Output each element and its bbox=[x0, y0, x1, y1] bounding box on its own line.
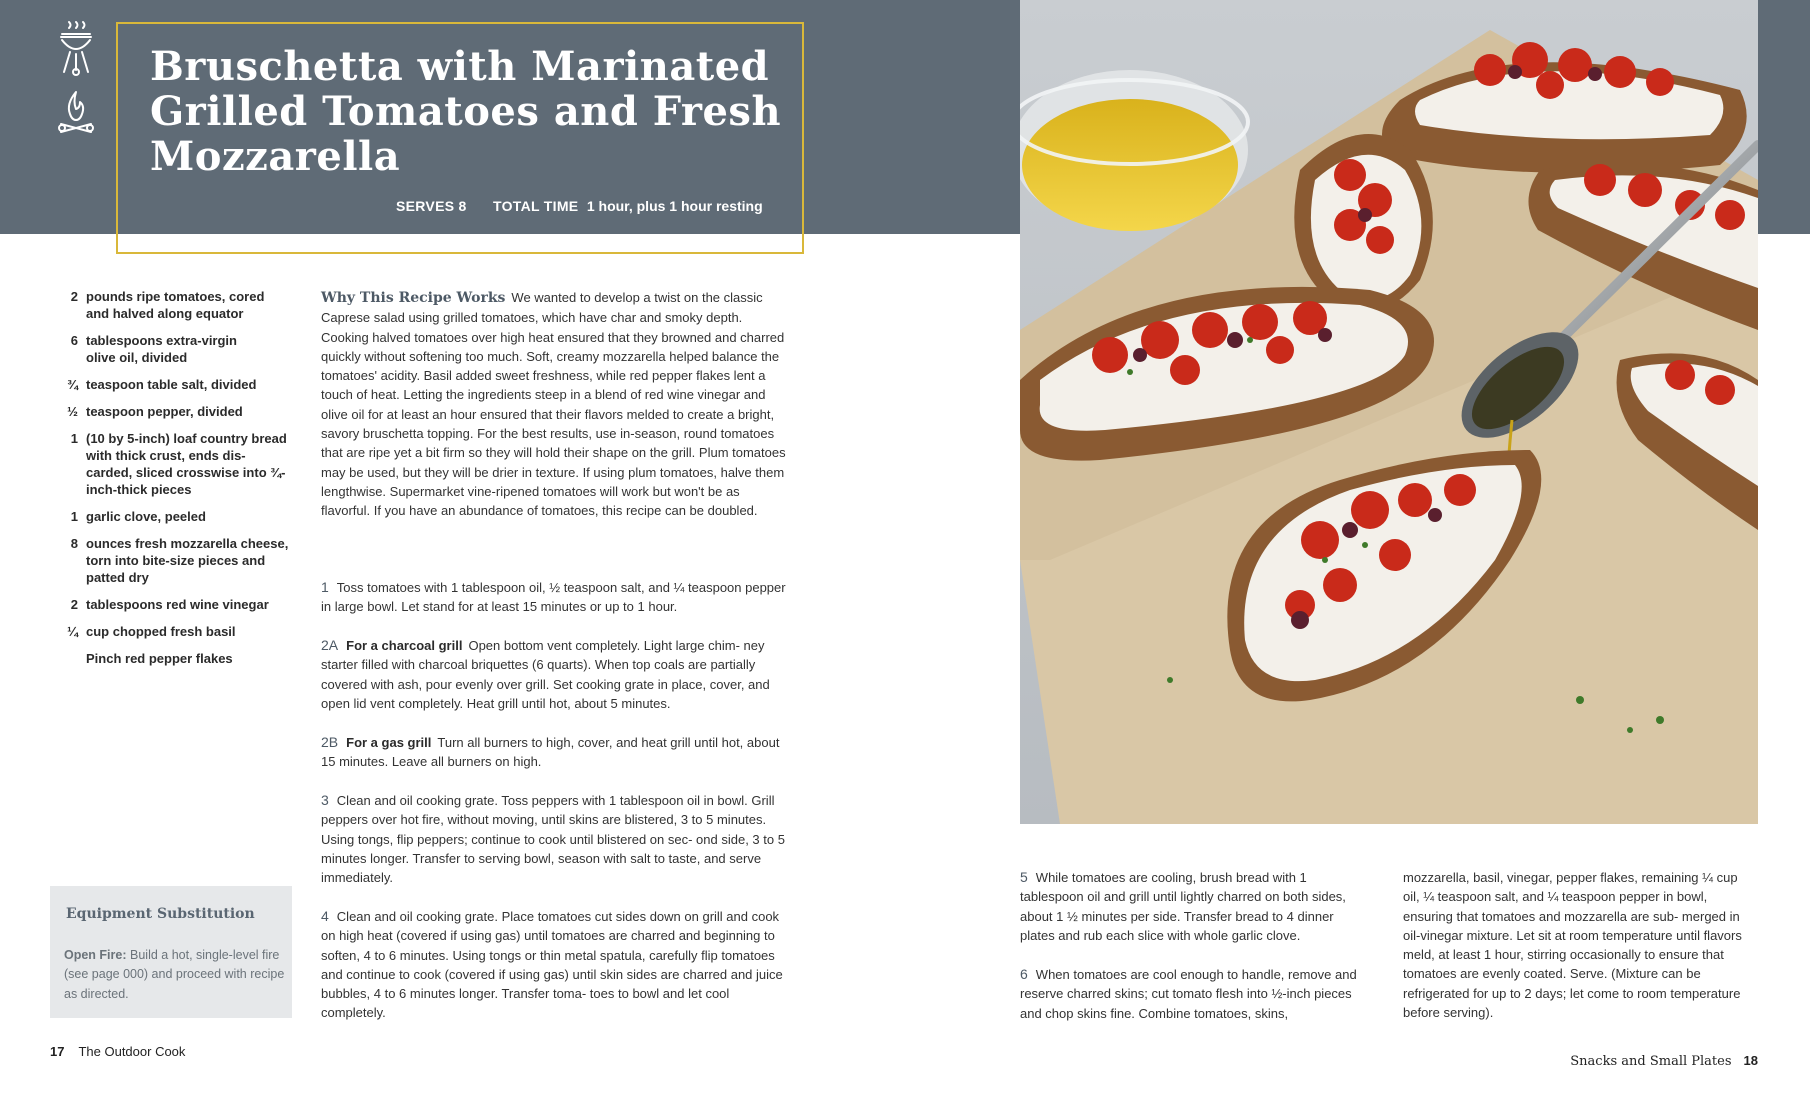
why-heading: Why This Recipe Works bbox=[321, 290, 506, 306]
step-5: 5 While tomatoes are cooling, brush bread with 1 tablespoon oil and grill until lightly charred on both sides, about 1 ½ minutes per side. Transfer bread to 4 dinner plates and rub each slice with whole garlic clove. bbox=[1020, 869, 1346, 943]
step-2b: 2B For a gas grill Turn all burners to high, cover, and heat grill until hot, about 15 minutes. Leave all burners on high. bbox=[321, 734, 780, 770]
ingredient-item: Pinch red pepper flakes bbox=[86, 651, 233, 666]
equipment-text: Open Fire: Build a hot, single-level fire (see page 000) and proceed with recipe as directed. bbox=[64, 948, 285, 1001]
ingredient-item: ¼ cup chopped fresh basil bbox=[67, 624, 236, 639]
step-1: 1 Toss tomatoes with 1 tablespoon oil, ½ teaspoon salt, and ¼ teaspoon pepper in large bowl. Let stand for at least 15 minutes or up to 1 hour. bbox=[321, 579, 786, 615]
why-text: We wanted to develop a twist on the classic Caprese salad using grilled tomatoes, which have char and smoky depth. Cooking halved tomatoes over high heat ensured that they browned and charred quickly without softening too much. Soft, creamy mozzarella helped balance the tomatoes' acidity. Basil added sweet freshness, while red pepper flakes lent a touch of heat. Letting the ingredients steep in a blend of red wine vinegar and olive oil for at least an hour ensured that their flavors melded to create a bright, savory bruschetta topping. For the best results, use in-season, round tomatoes that are ripe yet a bit firm so they will hold their shape on the grill. Plum tomatoes may be used, but they will be drier in texture. If using plum tomatoes, halve them lengthwise. Supermarket vine-ripened tomatoes will work but won't be as flavorful. If you have an abundance of tomatoes, this recipe can be doubled. bbox=[321, 290, 786, 519]
ingredient-item: 6 tablespoons extra-virgin olive oil, divided bbox=[70, 333, 237, 365]
ingredient-item: ½ teaspoon pepper, divided bbox=[67, 404, 243, 419]
why-this-recipe-works bbox=[321, 288, 787, 521]
book-title: The Outdoor Cook bbox=[78, 1044, 186, 1059]
page-number-left: 17 bbox=[50, 1044, 65, 1059]
step-4: 4 Clean and oil cooking grate. Place tomatoes cut sides down on grill and cook on high heat (covered if using gas) until tomatoes are charred and beginning to soften, 4 to 6 minutes. Using tongs or thin metal spatula, carefully flip tomatoes and continue to cook (covered if using gas) until skin sides are charred and juice bubbles, 4 to 6 minutes longer. Transfer toma- toes to bowl and let cool completely. bbox=[321, 908, 783, 1021]
recipe-title: Bruschetta with Marinated Grilled Tomatoes and Fresh Mozzarella bbox=[150, 43, 782, 180]
campfire-icon bbox=[58, 88, 94, 136]
step-6-continued: mozzarella, basil, vinegar, pepper flakes, remaining ¼ cup oil, ¼ teaspoon salt, and ¼ teaspoon pepper in bowl, ensuring that tomatoes and mozzarella are sub- merged in oil-vinegar mixture. Let sit at room temperature until flavors meld, at least 1 hour, stirring occasionally to ensure that tomatoes are evenly coated. Serve. (Mixture can be refrigerated for up to 2 days; let come to room temperature before serving). bbox=[1403, 870, 1742, 1021]
step-6: 6 When tomatoes are cool enough to handle, remove and reserve charred skins; cut tomato flesh into ½-inch pieces and chop skins fine. Combine tomatoes, skins, bbox=[1020, 966, 1357, 1021]
ingredient-item: 8 ounces fresh mozzarella cheese, torn into bite-size pieces and patted dry bbox=[70, 536, 289, 585]
ingredient-item: 1 garlic clove, peeled bbox=[70, 509, 206, 524]
ingredient-item: 2 pounds ripe tomatoes, cored and halved along equator bbox=[70, 289, 265, 321]
grill-icon bbox=[58, 20, 94, 78]
right-header-band bbox=[1758, 0, 1810, 234]
footer-right bbox=[1530, 1053, 1758, 1069]
bruschetta-photo bbox=[1020, 0, 1758, 824]
total-time-label: TOTAL TIME bbox=[493, 198, 579, 214]
footer-left bbox=[50, 1044, 185, 1059]
step-3: 3 Clean and oil cooking grate. Toss peppers with 1 tablespoon oil in bowl. Grill peppers over hot fire, without moving, until skins are blistered, 3 to 5 minutes. Using tongs, flip peppers; continue to cook until blistered on sec- ond side, 3 to 5 minutes longer. Transfer to serving bowl, season with salt to taste, and serve immediately. bbox=[321, 792, 785, 886]
ingredient-item: ¾ teaspoon table salt, divided bbox=[67, 377, 257, 392]
ingredient-item: 1 (10 by 5-inch) loaf country bread with thick crust, ends dis- carded, sliced crosswise into ¾-inch-thick pieces bbox=[70, 431, 287, 497]
equipment-title: Equipment Substitution bbox=[66, 906, 255, 922]
total-time-value: 1 hour, plus 1 hour resting bbox=[586, 198, 763, 214]
page-number-right: 18 bbox=[1743, 1053, 1758, 1068]
ingredient-item: 2 tablespoons red wine vinegar bbox=[70, 597, 269, 612]
step-2a: 2A For a charcoal grill Open bottom vent completely. Light large chim- ney starter filled with charcoal briquettes (6 quarts). When top coals are partially covered with ash, pour evenly over grill. Set cooking grate in place, cover, and open lid vent completely. Heat grill until hot, about 5 minutes. bbox=[321, 637, 770, 711]
total-time bbox=[493, 198, 763, 214]
chapter-title: Snacks and Small Plates bbox=[1570, 1054, 1732, 1069]
serves-label: SERVES 8 bbox=[396, 198, 467, 214]
ingredients-list bbox=[58, 288, 298, 677]
